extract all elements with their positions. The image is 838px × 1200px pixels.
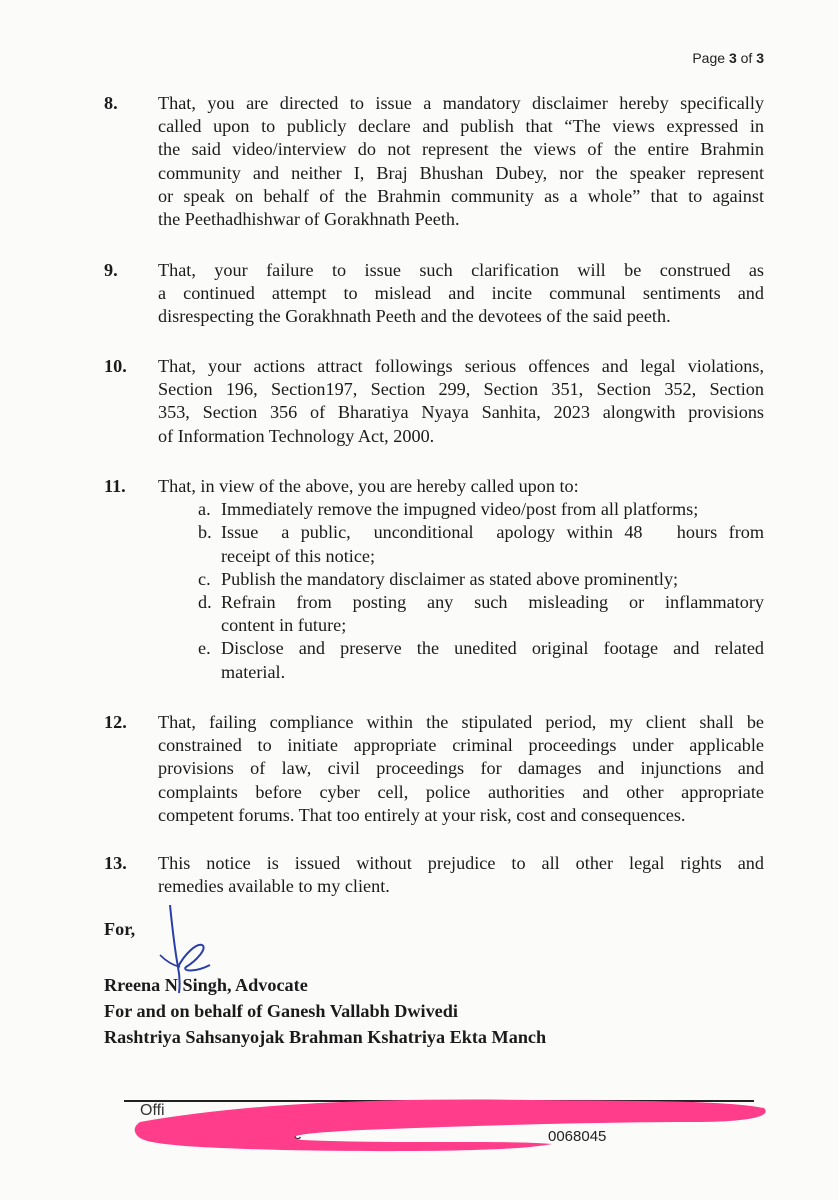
page-number: Page 3 of 3	[692, 50, 764, 66]
paragraph-11	[104, 475, 764, 684]
paragraph-text: That, failing compliance within the stipulated period, my client shall be constrained to initiate appropriate criminal proceedings under applicable provisions of law, civil proceedings for damages and injunctions and complaints before cyber cell, police authorities and other appropriate competent forums. That too entirely at your risk, cost and consequences.	[158, 712, 764, 825]
footer-office-text: Offi	[140, 1102, 165, 1119]
redaction-mark-icon	[132, 1092, 772, 1156]
paragraph-text: That, you are directed to issue a mandatory disclaimer hereby specifically called upon to publicly declare and publish that “The views expressed in the said video/interview do not represent the views of the entire Brahmin community and neither I, Braj Bhushan Dubey, nor the speaker represent or speak on behalf of the Brahmin community as a whole” that to against the Peethadhishwar of Gorakhnath Peeth.	[158, 93, 764, 230]
footer-number-text: 0068045	[548, 1128, 607, 1145]
list-item: a. Immediately remove the impugned video/post from all platforms;	[198, 499, 699, 520]
demands-list	[198, 498, 764, 684]
signatory-behalf: For and on behalf of Ganesh Vallabh Dwivedi	[104, 1001, 458, 1021]
paragraph-number: 12.	[104, 712, 127, 732]
paragraph-number: 11.	[104, 476, 126, 496]
paragraph-9	[104, 259, 764, 329]
paragraph-8	[104, 92, 764, 231]
paragraph-text: That, in view of the above, you are hereby called upon to:	[158, 476, 579, 496]
paragraph-text: That, your actions attract followings serious offences and legal violations, Section 196, Section197, Section 299, Section 351, Section 352, Section 353, Section 356 of Bharatiya Nyaya Sanhita, 2023 alongwith provisions of Information Technology Act, 2000.	[158, 356, 764, 446]
list-item: d. Refrain from posting any such misleading or inflammatory content in future;	[198, 592, 764, 636]
list-item: e. Disclose and preserve the unedited original footage and related material.	[198, 638, 764, 682]
paragraph-number: 9.	[104, 260, 118, 280]
paragraph-12	[104, 711, 764, 827]
paragraph-number: 10.	[104, 356, 127, 376]
paragraph-13	[104, 852, 764, 898]
paragraph-text: That, your failure to issue such clarification will be construed as a continued attempt to mislead and incite communal sentiments and disrespecting the Gorakhnath Peeth and the devotees of the said peeth.	[158, 260, 764, 327]
list-item: c. Publish the mandatory disclaimer as stated above prominently;	[198, 568, 679, 589]
paragraph-number: 13.	[104, 853, 127, 873]
paragraph-number: 8.	[104, 93, 118, 113]
signature-for: For,	[104, 919, 136, 939]
list-item: b. Issue a public, unconditional apology within 48 hours from receipt of this notice;	[198, 522, 764, 566]
paragraph-10	[104, 355, 764, 448]
paragraph-text: This notice is issued without prejudice to all other legal rights and remedies available to my client.	[158, 853, 764, 897]
signatory-organization: Rashtriya Sahsanyojak Brahman Kshatriya Ekta Manch	[104, 1027, 547, 1047]
signatory-name: Rreena N Singh, Advocate	[104, 975, 308, 995]
